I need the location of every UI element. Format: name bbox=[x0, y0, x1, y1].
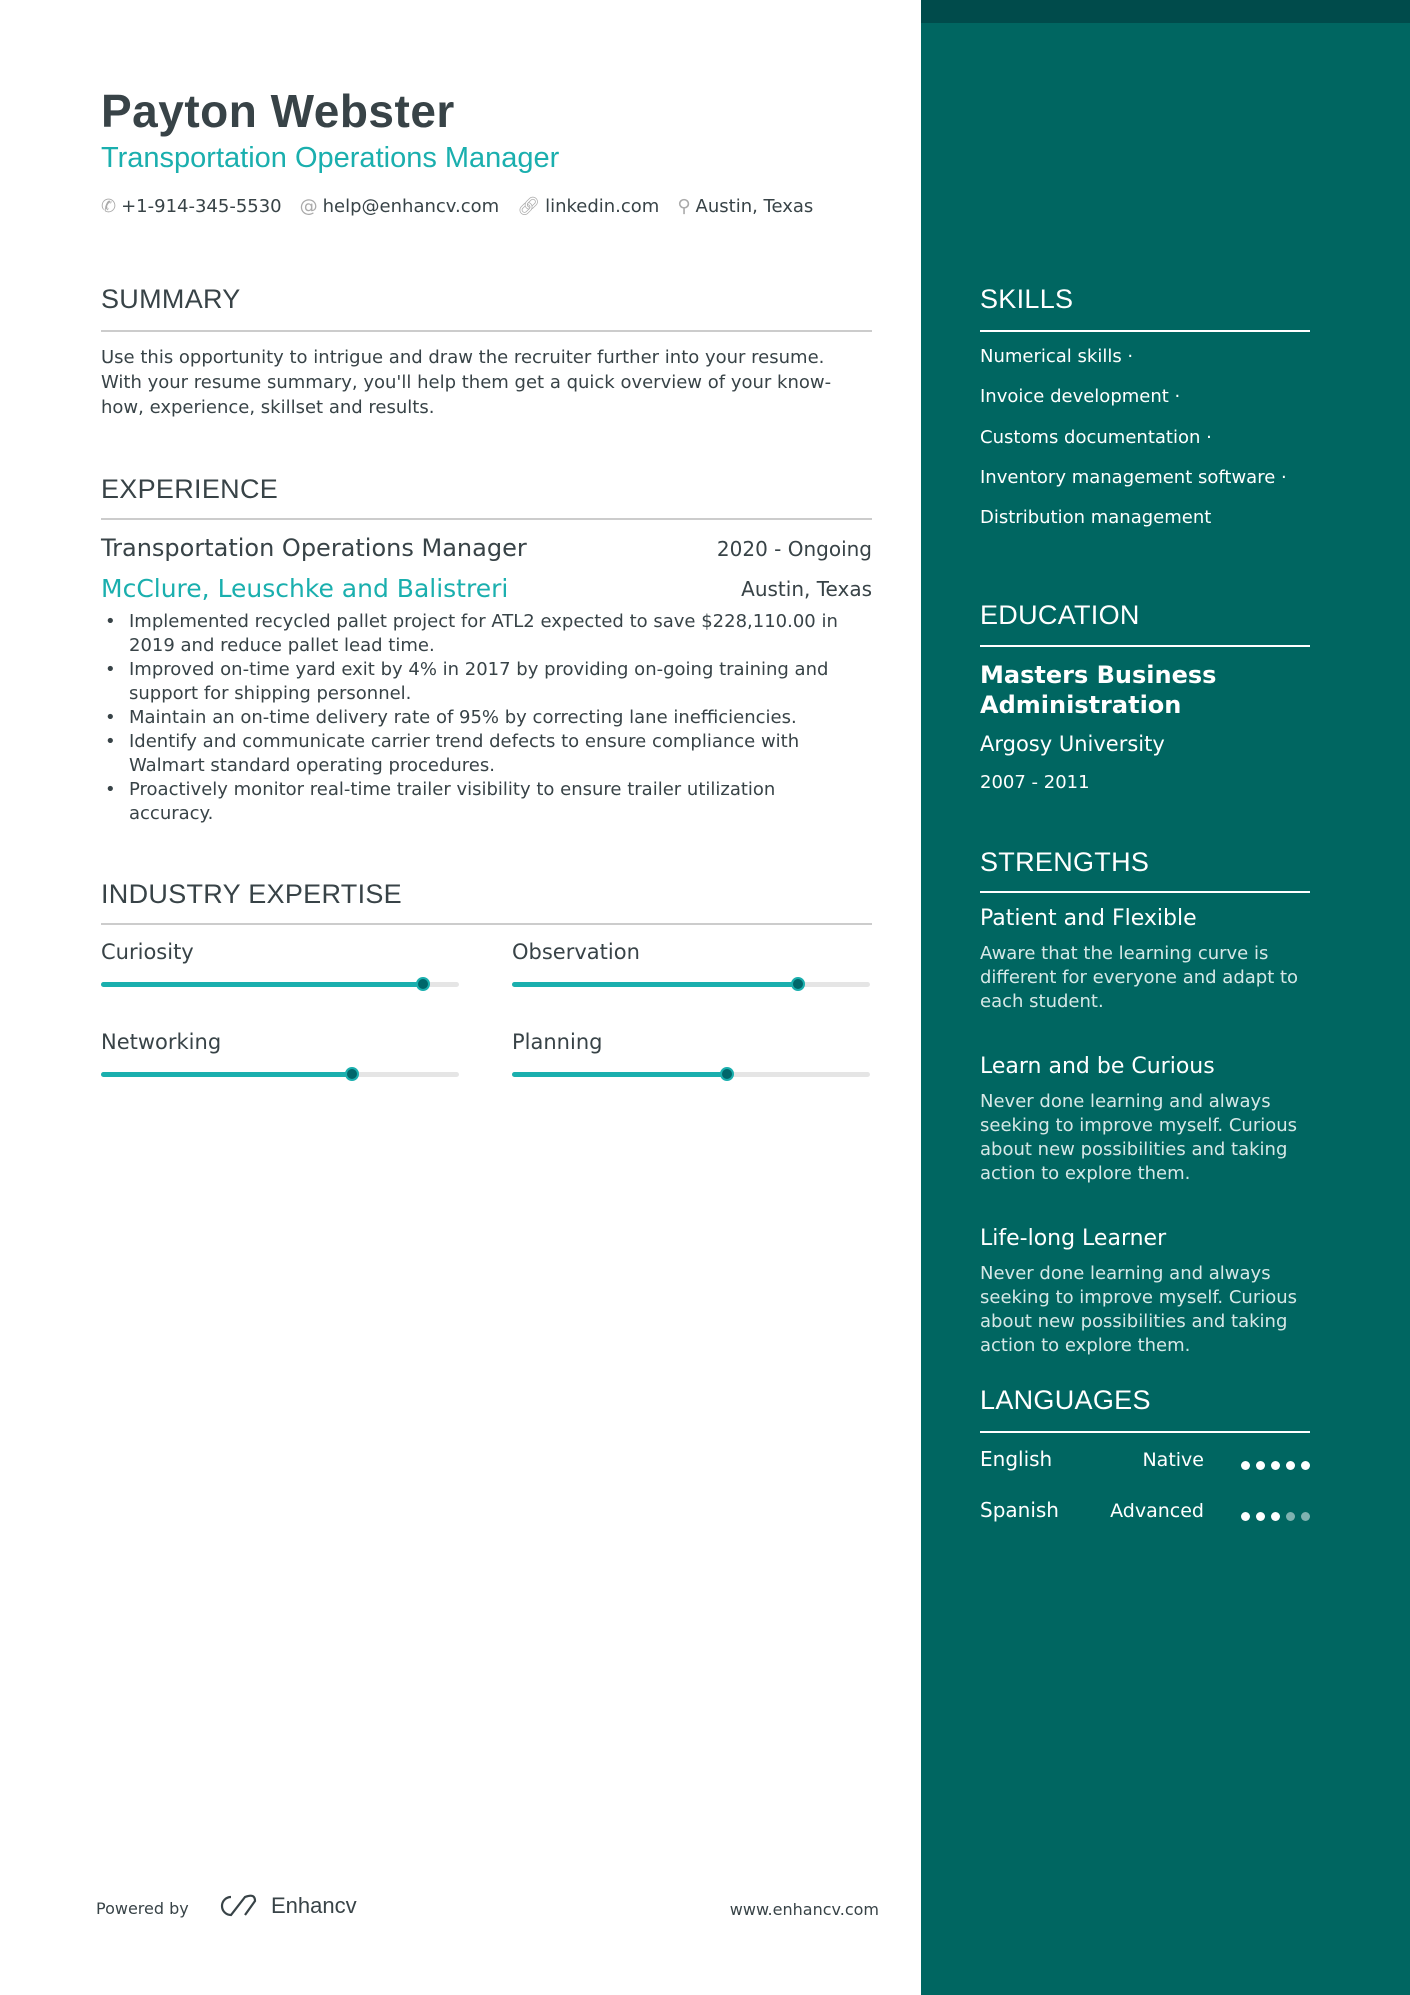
strength-title: Life-long Learner bbox=[980, 1226, 1167, 1251]
email-text: help@enhancv.com bbox=[322, 196, 500, 217]
expertise-bar-knob bbox=[720, 1067, 734, 1081]
strength-description bbox=[980, 942, 1298, 1014]
bullet-dot: • bbox=[105, 779, 116, 800]
strength-line: action to explore them. bbox=[980, 1163, 1191, 1184]
bullet-dot: • bbox=[105, 611, 116, 632]
expertise-bar-fill bbox=[512, 1072, 727, 1077]
bullet-line: Proactively monitor real-time trailer visibility to ensure trailer utilization bbox=[129, 779, 776, 800]
bullet-dot: • bbox=[105, 731, 116, 752]
degree bbox=[980, 660, 1216, 720]
divider bbox=[980, 330, 1310, 332]
contact-phone[interactable] bbox=[101, 196, 282, 217]
education-heading: EDUCATION bbox=[980, 600, 1140, 630]
rating-dot bbox=[1271, 1461, 1280, 1470]
candidate-title: Transportation Operations Manager bbox=[101, 142, 560, 174]
phone-text: +1-914-345-5530 bbox=[121, 196, 282, 217]
expertise-label: Networking bbox=[101, 1030, 222, 1054]
summary-line: how, experience, skillset and results. bbox=[101, 397, 435, 418]
link-text: linkedin.com bbox=[545, 196, 660, 217]
strength-line: Never done learning and always bbox=[980, 1091, 1271, 1112]
bullet-line: Improved on-time yard exit by 4% in 2017 by providing on-going training and bbox=[129, 659, 829, 680]
rating-dot bbox=[1241, 1461, 1250, 1470]
education-dates: 2007 - 2011 bbox=[980, 772, 1090, 793]
sidebar-top-band bbox=[921, 0, 1410, 23]
phone-icon: ✆ bbox=[101, 196, 117, 217]
contact-link[interactable] bbox=[517, 196, 659, 217]
divider bbox=[101, 923, 872, 925]
bullet-line: Identify and communicate carrier trend defects to ensure compliance with bbox=[129, 731, 800, 752]
summary-heading: SUMMARY bbox=[101, 284, 241, 314]
divider bbox=[980, 891, 1310, 893]
skill-item: Distribution management bbox=[980, 507, 1212, 528]
language-rating bbox=[1235, 1506, 1310, 1525]
candidate-name: Payton Webster bbox=[101, 85, 455, 137]
enhancv-logo-icon bbox=[215, 1893, 263, 1919]
summary-line: With your resume summary, you'll help them get a quick overview of your know- bbox=[101, 372, 832, 393]
at-icon: @ bbox=[299, 196, 318, 217]
expertise-bar-knob bbox=[791, 977, 805, 991]
degree-line: Masters Business bbox=[980, 661, 1217, 689]
expertise-bar-fill bbox=[101, 982, 423, 987]
strength-description bbox=[980, 1262, 1297, 1358]
rating-dot bbox=[1301, 1512, 1310, 1521]
degree-line: Administration bbox=[980, 691, 1182, 719]
strength-line: about new possibilities and taking bbox=[980, 1139, 1288, 1160]
language-name: English bbox=[980, 1447, 1053, 1471]
summary-text bbox=[101, 345, 831, 420]
skills-heading: SKILLS bbox=[980, 284, 1074, 314]
strengths-heading: STRENGTHS bbox=[980, 847, 1150, 877]
job-dates: 2020 - Ongoing bbox=[716, 537, 872, 561]
job-bullet bbox=[101, 610, 861, 658]
language-rating bbox=[1235, 1455, 1310, 1474]
job-bullet bbox=[101, 658, 861, 706]
strength-title: Learn and be Curious bbox=[980, 1054, 1215, 1079]
divider bbox=[101, 518, 872, 520]
expertise-bar bbox=[512, 1072, 870, 1077]
strength-description bbox=[980, 1090, 1297, 1186]
rating-dot bbox=[1301, 1461, 1310, 1470]
skill-item: Invoice development · bbox=[980, 386, 1181, 407]
language-level: Native bbox=[1142, 1449, 1204, 1471]
job-bullet bbox=[101, 778, 861, 826]
expertise-label: Planning bbox=[512, 1030, 603, 1054]
strength-title: Patient and Flexible bbox=[980, 906, 1197, 931]
company-name: McClure, Leuschke and Balistreri bbox=[101, 574, 509, 603]
rating-dot bbox=[1241, 1512, 1250, 1521]
job-bullet bbox=[101, 706, 861, 730]
strength-line: about new possibilities and taking bbox=[980, 1311, 1288, 1332]
strength-line: different for everyone and adapt to bbox=[980, 967, 1299, 988]
strength-line: Aware that the learning curve is bbox=[980, 943, 1269, 964]
expertise-heading: INDUSTRY EXPERTISE bbox=[101, 879, 402, 909]
strength-line: action to explore them. bbox=[980, 1335, 1191, 1356]
bullet-line: support for shipping personnel. bbox=[129, 683, 412, 704]
bullet-line: accuracy. bbox=[129, 803, 214, 824]
skill-item: Numerical skills · bbox=[980, 346, 1134, 367]
rating-dot bbox=[1286, 1512, 1295, 1521]
location-icon: ⚲ bbox=[677, 196, 691, 217]
enhancv-brand: Enhancv bbox=[271, 1893, 357, 1918]
divider bbox=[980, 645, 1310, 647]
languages-heading: LANGUAGES bbox=[980, 1385, 1151, 1415]
job-location: Austin, Texas bbox=[741, 577, 872, 601]
strength-line: seeking to improve myself. Curious bbox=[980, 1287, 1298, 1308]
expertise-bar bbox=[101, 1072, 459, 1077]
rating-dot bbox=[1286, 1461, 1295, 1470]
bullet-line: Implemented recycled pallet project for ATL2 expected to save $228,110.00 in bbox=[129, 611, 838, 632]
experience-heading: EXPERIENCE bbox=[101, 474, 279, 504]
strength-line: each student. bbox=[980, 991, 1104, 1012]
bullet-dot: • bbox=[105, 659, 116, 680]
expertise-label: Curiosity bbox=[101, 940, 194, 964]
link-icon: 🔗︎ bbox=[517, 196, 541, 217]
location-text: Austin, Texas bbox=[695, 196, 814, 217]
expertise-bar-knob bbox=[345, 1067, 359, 1081]
expertise-bar-fill bbox=[512, 982, 798, 987]
expertise-bar bbox=[101, 982, 459, 987]
rating-dot bbox=[1256, 1512, 1265, 1521]
strength-line: seeking to improve myself. Curious bbox=[980, 1115, 1298, 1136]
bullet-line: Walmart standard operating procedures. bbox=[129, 755, 495, 776]
contact-email[interactable] bbox=[300, 196, 500, 217]
contact-location bbox=[677, 196, 813, 217]
expertise-bar-fill bbox=[101, 1072, 352, 1077]
language-name: Spanish bbox=[980, 1498, 1059, 1522]
bullet-line: 2019 and reduce pallet lead time. bbox=[129, 635, 435, 656]
powered-by: Powered by bbox=[96, 1899, 189, 1918]
expertise-bar bbox=[512, 982, 870, 987]
contact-row bbox=[101, 196, 813, 217]
enhancv-logo[interactable] bbox=[215, 1893, 357, 1919]
bullet-dot: • bbox=[105, 707, 116, 728]
job-bullets bbox=[101, 610, 861, 826]
skill-item: Inventory management software · bbox=[980, 467, 1287, 488]
bullet-line: Maintain an on-time delivery rate of 95% by correcting lane inefficiencies. bbox=[129, 707, 797, 728]
strength-line: Never done learning and always bbox=[980, 1263, 1271, 1284]
summary-line: Use this opportunity to intrigue and draw the recruiter further into your resume. bbox=[101, 347, 825, 368]
job-bullet bbox=[101, 730, 861, 778]
rating-dot bbox=[1271, 1512, 1280, 1521]
skill-item: Customs documentation · bbox=[980, 427, 1212, 448]
expertise-bar-knob bbox=[416, 977, 430, 991]
rating-dot bbox=[1256, 1461, 1265, 1470]
divider bbox=[980, 1431, 1310, 1433]
expertise-label: Observation bbox=[512, 940, 640, 964]
school: Argosy University bbox=[980, 732, 1165, 756]
footer-url[interactable]: www.enhancv.com bbox=[729, 1900, 879, 1919]
job-role: Transportation Operations Manager bbox=[101, 534, 527, 562]
divider bbox=[101, 330, 872, 332]
language-level: Advanced bbox=[1110, 1500, 1204, 1522]
